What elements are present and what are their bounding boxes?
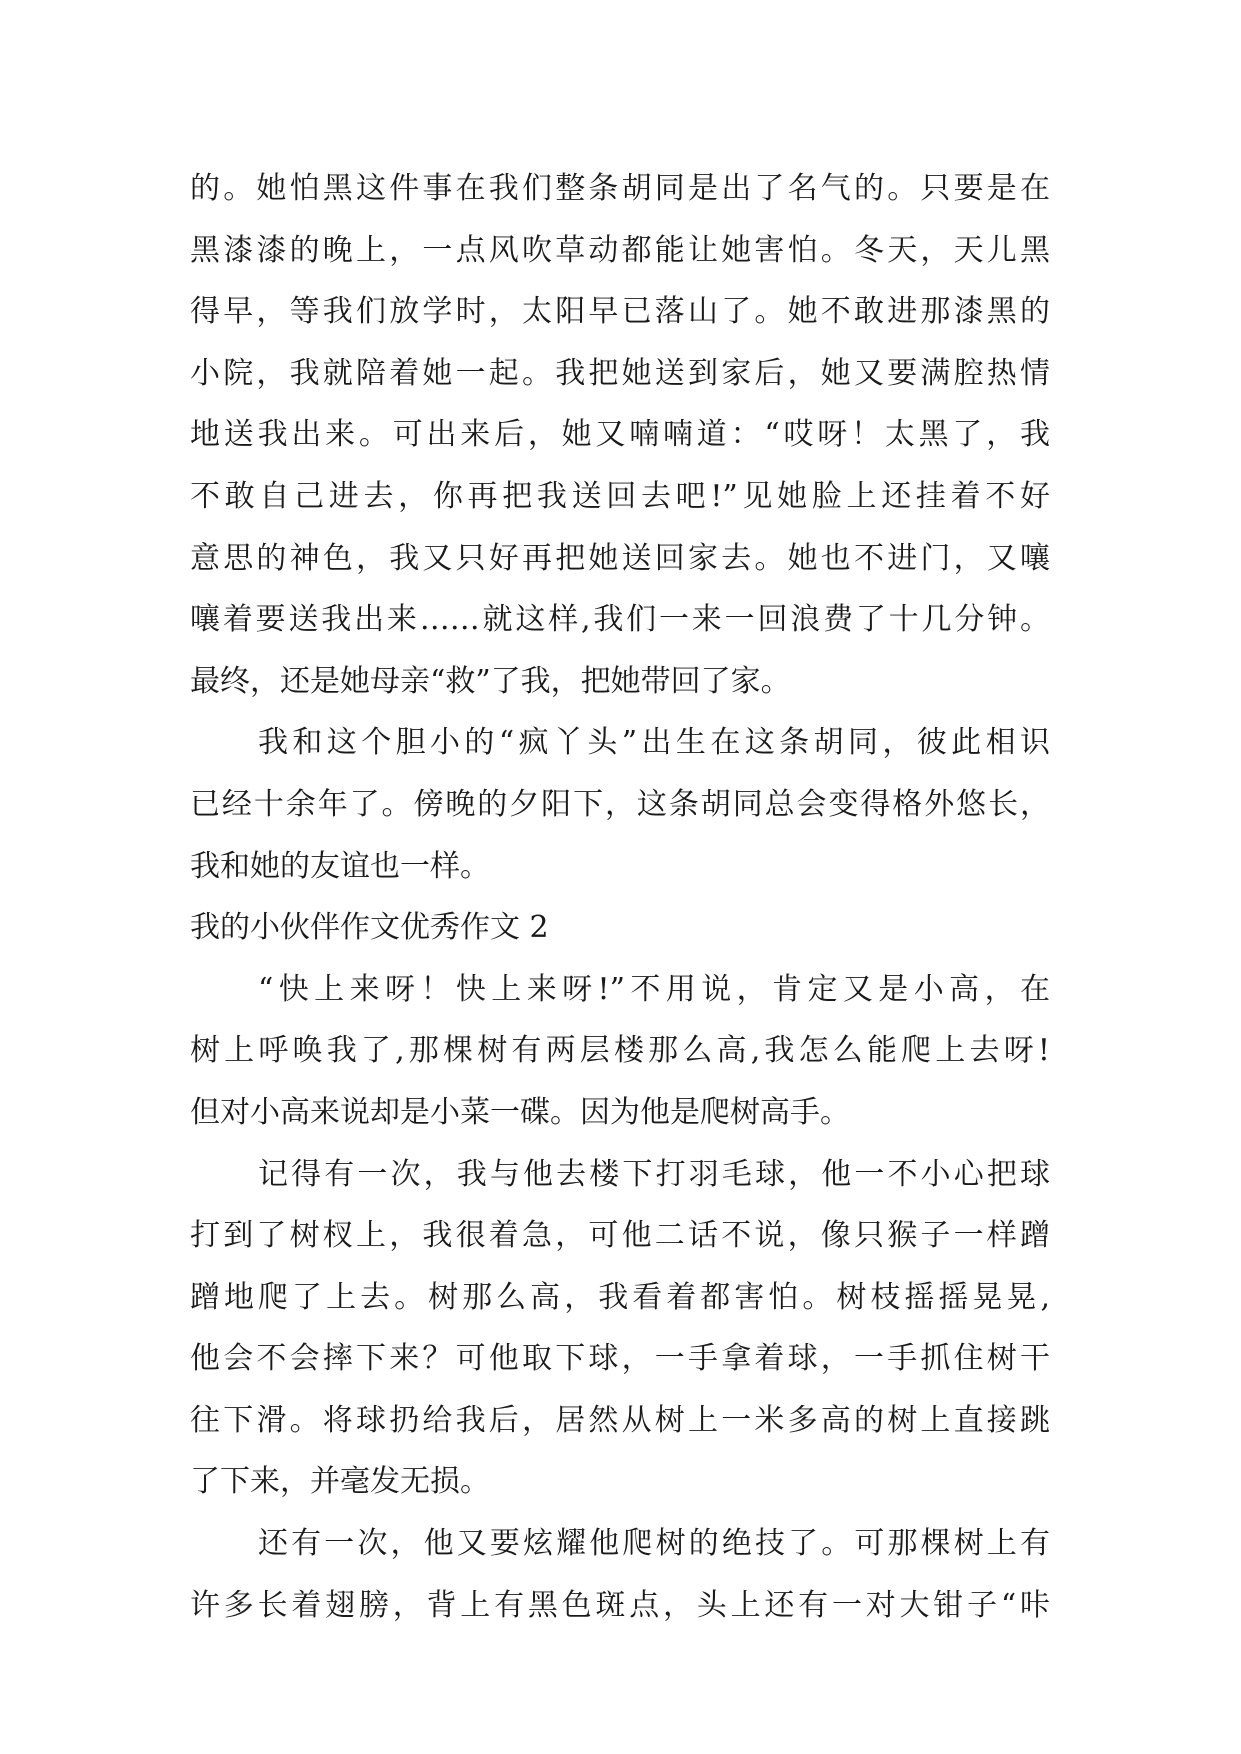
section-title: 我的小伙伴作文优秀作文 2 bbox=[190, 910, 549, 946]
paragraph-end-line: 我和她的友谊也一样。 bbox=[190, 848, 490, 884]
text-line: 地送我出来。可出来后，她又喃喃道：“哎呀！太黑了，我 bbox=[190, 417, 1050, 453]
text-line: 已经十余年了。傍晚的夕阳下，这条胡同总会变得格外悠长， bbox=[190, 786, 1050, 822]
text-line: 小院，我就陪着她一起。我把她送到家后，她又要满腔热情 bbox=[190, 355, 1050, 391]
text-line: 树上呼唤我了,那棵树有两层楼那么高,我怎么能爬上去呀! bbox=[190, 1033, 1050, 1069]
text-line: 黑漆漆的晚上，一点风吹草动都能让她害怕。冬天，天儿黑 bbox=[190, 232, 1050, 268]
paragraph-end-line: 最终，还是她母亲“救”了我，把她带回了家。 bbox=[190, 663, 791, 699]
text-line: 许多长着翅膀，背上有黑色斑点，头上还有一对大钳子“咔 bbox=[190, 1587, 1050, 1623]
text-line: 意思的神色，我又只好再把她送回家去。她也不进门，又嚷 bbox=[190, 540, 1050, 576]
text-line: 蹭地爬了上去。树那么高，我看着都害怕。树枝摇摇晃晃, bbox=[190, 1279, 1050, 1315]
paragraph-end-line: 但对小高来说却是小菜一碟。因为他是爬树高手。 bbox=[190, 1094, 850, 1130]
text-line: 打到了树杈上，我很着急，可他二话不说，像只猴子一样蹭 bbox=[190, 1218, 1050, 1254]
text-line: 往下滑。将球扔给我后，居然从树上一米多高的树上直接跳 bbox=[190, 1402, 1050, 1438]
paragraph-end-line: 了下来，并毫发无损。 bbox=[190, 1464, 490, 1500]
paragraph-start-line: 还有一次，他又要炫耀他爬树的绝技了。可那棵树上有 bbox=[258, 1526, 1050, 1562]
paragraph-start-line: 我和这个胆小的“疯丫头”出生在这条胡同，彼此相识 bbox=[258, 725, 1050, 761]
text-line: 不敢自己进去，你再把我送回去吧!”见她脸上还挂着不好 bbox=[190, 478, 1050, 514]
text-line: 嚷着要送我出来……就这样,我们一来一回浪费了十几分钟。 bbox=[190, 602, 1050, 638]
text-line: 得早，等我们放学时，太阳早已落山了。她不敢进那漆黑的 bbox=[190, 294, 1050, 330]
paragraph-start-line: 记得有一次，我与他去楼下打羽毛球，他一不小心把球 bbox=[258, 1156, 1050, 1192]
text-line: 他会不会摔下来？可他取下球，一手拿着球，一手抓住树干 bbox=[190, 1341, 1050, 1377]
text-line: 的。她怕黑这件事在我们整条胡同是出了名气的。只要是在 bbox=[190, 171, 1050, 206]
document-body bbox=[190, 158, 1050, 1636]
paragraph-start-line: “快上来呀！快上来呀!”不用说，肯定又是小高，在 bbox=[258, 971, 1050, 1007]
